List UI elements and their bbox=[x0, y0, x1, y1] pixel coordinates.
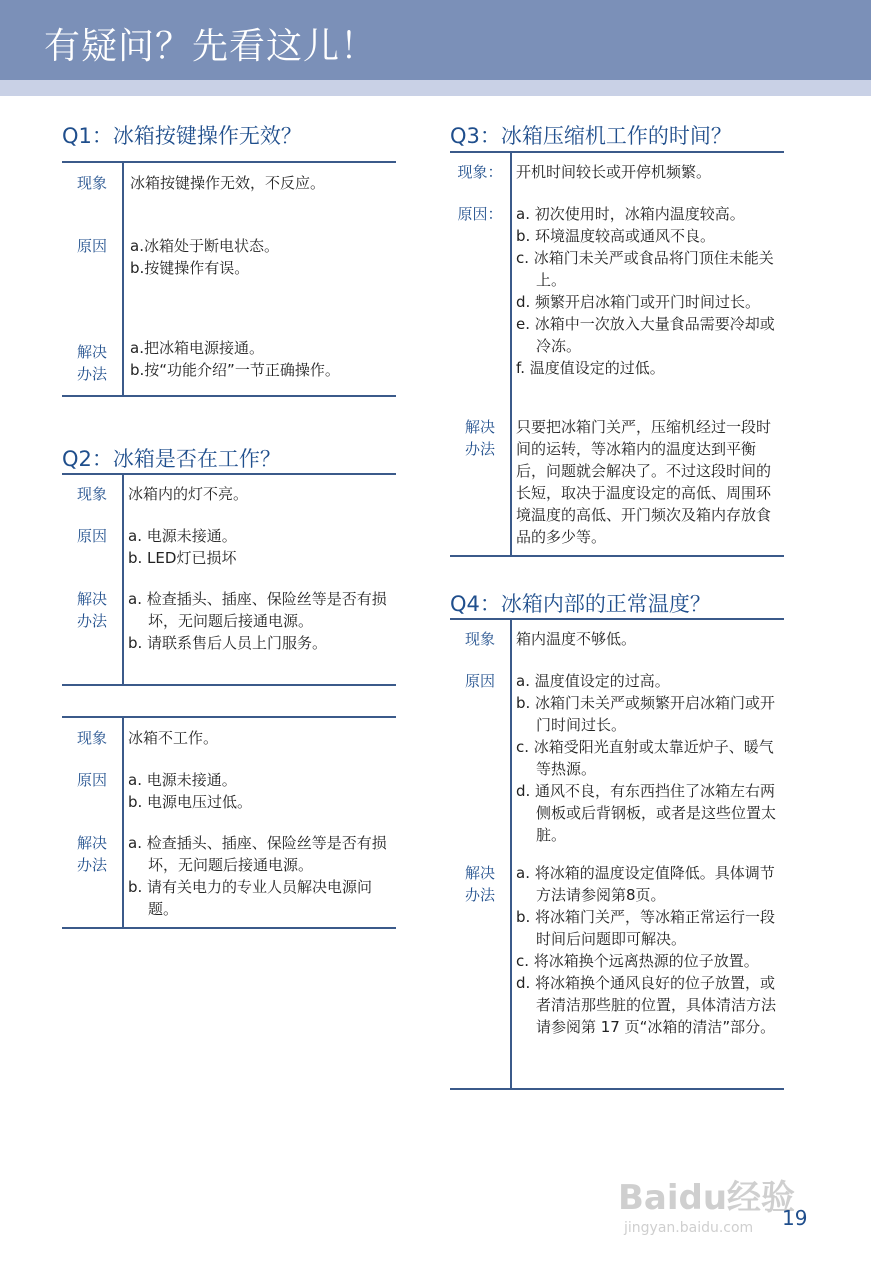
q2b-causes bbox=[128, 769, 392, 813]
q1-title: Q1：冰箱按键操作无效？ bbox=[62, 124, 302, 148]
list-item: b. 冰箱门未关严或频繁开启冰箱门或开门时间过长。 bbox=[516, 694, 776, 734]
q3-title: Q3：冰箱压缩机工作的时间？ bbox=[450, 124, 732, 148]
q2b-label-phenomenon: 现象 bbox=[76, 729, 107, 747]
list-item: b. LED灯已损坏 bbox=[128, 549, 237, 567]
q3-label-phenomenon: 现象： bbox=[457, 163, 503, 181]
list-item: e. 冰箱中一次放入大量食品需要冷却或冷冻。 bbox=[516, 315, 775, 355]
q2-causes bbox=[128, 525, 392, 569]
q4-label-phenomenon: 现象 bbox=[464, 630, 495, 648]
list-item: a. 将冰箱的温度设定值降低。具体调节方法请参阅第8页。 bbox=[516, 864, 775, 904]
q4-label-cause: 原因 bbox=[464, 672, 495, 690]
list-item: c. 冰箱门未关严或食品将门顶住未能关上。 bbox=[516, 249, 774, 289]
q2b-label-cause: 原因 bbox=[76, 771, 107, 789]
q3-solution: 只要把冰箱门关严，压缩机经过一段时间的运转，等冰箱内的温度达到平衡后，问题就会解决了。不过这段时间的长短，取决于温度设定的高低、周围环境温度的高低、开门频次及箱内存放食品的多少等。 bbox=[516, 418, 772, 546]
q3-causes bbox=[516, 203, 778, 379]
list-item: a. 初次使用时，冰箱内温度较高。 bbox=[516, 205, 745, 223]
q4-causes bbox=[516, 670, 778, 846]
list-item: b. 请联系售后人员上门服务。 bbox=[128, 634, 328, 652]
list-item: a.冰箱处于断电状态。 bbox=[130, 237, 279, 255]
list-item: d. 通风不良，有东西挡住了冰箱左右两侧板或后背钢板，或者是这些位置太脏。 bbox=[516, 782, 777, 844]
watermark-logo: Baidu经验 bbox=[618, 1178, 796, 1218]
list-item: d. 频繁开启冰箱门或开门时间过长。 bbox=[516, 293, 761, 311]
list-item: c. 冰箱受阳光直射或太靠近炉子、暖气等热源。 bbox=[516, 738, 774, 778]
list-item: b. 环境温度较高或通风不良。 bbox=[516, 227, 716, 245]
q2b-label-solution: 解决 办法 bbox=[76, 834, 107, 874]
header-bar bbox=[0, 0, 871, 80]
q1-causes bbox=[130, 235, 392, 279]
list-item: d. 将冰箱换个通风良好的位子放置，或者清洁那些脏的位置，具体清洁方法请参阅第 17 页“冰箱的清洁”部分。 bbox=[516, 974, 777, 1036]
list-item: b.按“功能介绍”一节正确操作。 bbox=[130, 361, 340, 379]
q2-phenomenon: 冰箱内的灯不亮。 bbox=[128, 485, 249, 503]
q2-table bbox=[62, 473, 396, 686]
list-item: a. 温度值设定的过高。 bbox=[516, 672, 670, 690]
q2-label-cause: 原因 bbox=[76, 527, 107, 545]
list-item: a. 电源未接通。 bbox=[128, 527, 237, 545]
q1-label-cause: 原因 bbox=[76, 237, 107, 255]
q2-label-solution: 解决 办法 bbox=[76, 590, 107, 630]
q4-label-solution: 解决 办法 bbox=[464, 864, 495, 904]
q1-label-solution: 解决 办法 bbox=[76, 343, 107, 383]
q1-solutions bbox=[130, 337, 392, 381]
q1-phenomenon: 冰箱按键操作无效，不反应。 bbox=[130, 174, 326, 192]
page-number: 19 bbox=[782, 1206, 808, 1230]
q1-table bbox=[62, 161, 396, 397]
page-title: 有疑问？先看这儿！ bbox=[44, 26, 378, 67]
q3-label-cause: 原因： bbox=[457, 205, 503, 223]
list-item: b.按键操作有误。 bbox=[130, 259, 250, 277]
q3-table bbox=[450, 151, 784, 557]
list-item: a.把冰箱电源接通。 bbox=[130, 339, 264, 357]
q2b-phenomenon: 冰箱不工作。 bbox=[128, 729, 219, 747]
q2-title: Q2：冰箱是否在工作？ bbox=[62, 447, 281, 471]
q3-phenomenon: 开机时间较长或开停机频繁。 bbox=[516, 163, 712, 181]
watermark-url: jingyan.baidu.com bbox=[624, 1220, 754, 1236]
header-stripe bbox=[0, 80, 871, 96]
q4-solutions bbox=[516, 862, 778, 1038]
list-item: a. 电源未接通。 bbox=[128, 771, 237, 789]
list-item: c. 将冰箱换个远离热源的位子放置。 bbox=[516, 952, 759, 970]
list-item: b. 电源电压过低。 bbox=[128, 793, 253, 811]
q4-table bbox=[450, 618, 784, 1090]
list-item: b. 将冰箱门关严，等冰箱正常运行一段时间后问题即可解决。 bbox=[516, 908, 776, 948]
q4-phenomenon: 箱内温度不够低。 bbox=[516, 630, 637, 648]
q2-solutions bbox=[128, 588, 392, 654]
q2b-solutions bbox=[128, 832, 392, 920]
list-item: b. 请有关电力的专业人员解决电源问题。 bbox=[128, 878, 373, 918]
list-item: a. 检查插头、插座、保险丝等是否有损坏，无问题后接通电源。 bbox=[128, 590, 387, 630]
q4-title: Q4：冰箱内部的正常温度？ bbox=[450, 592, 711, 616]
q2b-table bbox=[62, 716, 396, 929]
list-item: f. 温度值设定的过低。 bbox=[516, 359, 665, 377]
q3-label-solution: 解决 办法 bbox=[464, 418, 495, 458]
list-item: a. 检查插头、插座、保险丝等是否有损坏，无问题后接通电源。 bbox=[128, 834, 387, 874]
q2-label-phenomenon: 现象 bbox=[76, 485, 107, 503]
q1-label-phenomenon: 现象 bbox=[76, 174, 107, 192]
